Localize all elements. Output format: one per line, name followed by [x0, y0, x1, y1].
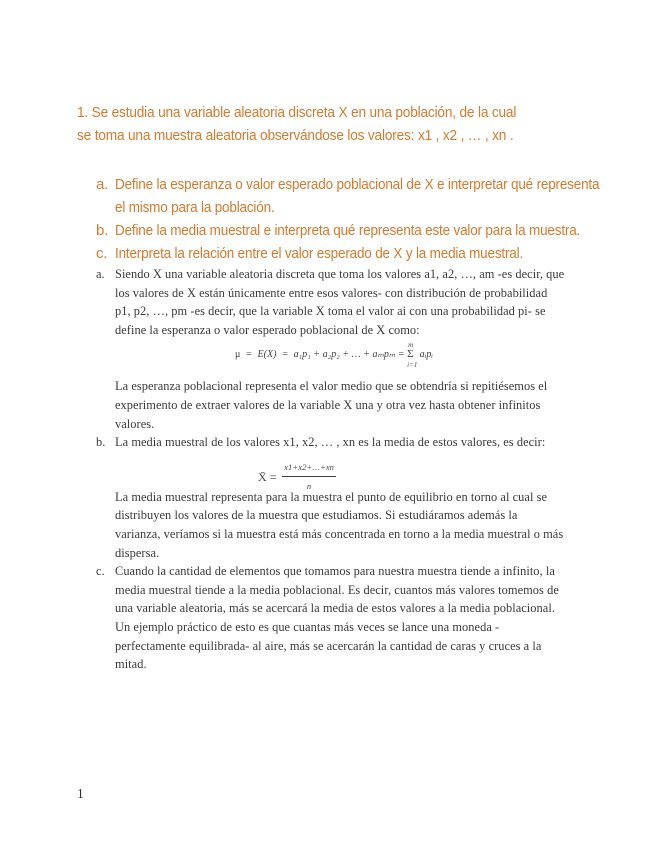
formula-expectation: E(X) — [257, 349, 277, 361]
expectation-formula — [115, 339, 566, 377]
sub-question-b — [96, 219, 655, 242]
formula-equals: = — [281, 349, 289, 361]
answer-a-intro: Siendo X una variable aleatoria discreta que toma los valores a1, a2, …, am -es decir, que los valores de X están únicamente entre esos valores- con distribución de probabilidad p1, p2, …, pm -es decir, que la variable X toma el valor ai con una probabilidad pi- se define la esperanza o valor esperado poblacional de X como: — [115, 267, 565, 337]
formula-terms: a₁p₁ + a₂p₂ + … + aₘpₘ = — [293, 349, 405, 361]
answer-a-explanation: La esperanza poblacional representa el valor medio que se obtendría si repitiésemos el experimento de extraer valores de la variable X una y otra vez hasta obtener infinitos valores. — [115, 379, 548, 431]
sample-mean-formula — [115, 452, 566, 492]
sub-question-text: Define la esperanza o valor esperado poblacional de X e interpretar qué representa el mismo para la población. — [115, 176, 600, 216]
answer-c — [96, 562, 566, 674]
answer-c-text: Cuando la cantidad de elementos que tomamos para nuestra muestra tiende a infinito, la media muestral tiende a la media poblacional. Es decir, cuantos más valores tomemos de una variable aleatoria, más se acercará la media de estos valores a la media poblacional. Un ejemplo práctico de esto es que cuantas más veces se lance una moneda -perfectamente equilibrada- al aire, más se acercarán la cantidad de caras y cruces a la mitad. — [115, 564, 559, 672]
formula-fraction — [282, 458, 336, 496]
sub-question-label: b. — [96, 222, 109, 239]
answer-b-explanation: La media muestral representa para la muestra el punto de equilibrio en torno al cual se distribuyen los valores de la muestra que estudiamos. Si estudiáramos además la varianza, veríamos si la muestra está más concentrada en torno a la media muestral o más dispersa. — [115, 489, 564, 560]
sub-question-label: a. — [96, 176, 109, 193]
sub-question-label: c. — [96, 245, 108, 262]
answer-list — [96, 265, 566, 674]
answer-b — [96, 433, 566, 562]
sum-upper-limit: m — [408, 341, 414, 350]
answer-label: b. — [96, 435, 106, 450]
answer-label: a. — [96, 267, 105, 281]
formula-xbar: X̄ = — [258, 470, 277, 485]
question-title: 1. Se estudia una variable aleatoria discreta X en una población, de la cual se toma una muestra aleatoria observándose los valores: x1 , x2 , … , xn . — [77, 104, 517, 144]
fraction-numerator: x1+x2+…+xn — [282, 458, 336, 478]
answer-label: c. — [96, 564, 105, 579]
sub-question-list — [96, 173, 655, 265]
summation-symbol — [407, 341, 418, 370]
answer-a — [96, 265, 566, 433]
sum-term: aᵢpᵢ — [419, 349, 434, 361]
sum-sigma: Σ — [407, 348, 414, 361]
sub-question-c — [96, 242, 655, 265]
sub-question-a — [96, 173, 655, 219]
formula-equals: = — [245, 349, 253, 361]
formula-mu: μ — [235, 349, 241, 361]
page-number: 1 — [77, 786, 84, 801]
fraction-denominator: n — [306, 481, 312, 492]
answer-b-intro: La media muestral de los valores x1, x2, … , xn es la media de estos valores, es decir: — [115, 435, 546, 450]
sum-lower-limit: i=1 — [407, 361, 418, 370]
sub-question-text: Interpreta la relación entre el valor esperado de X y la media muestral. — [115, 245, 524, 262]
sub-question-text: Define la media muestral e interpreta qué representa este valor para la muestra. — [115, 222, 581, 239]
